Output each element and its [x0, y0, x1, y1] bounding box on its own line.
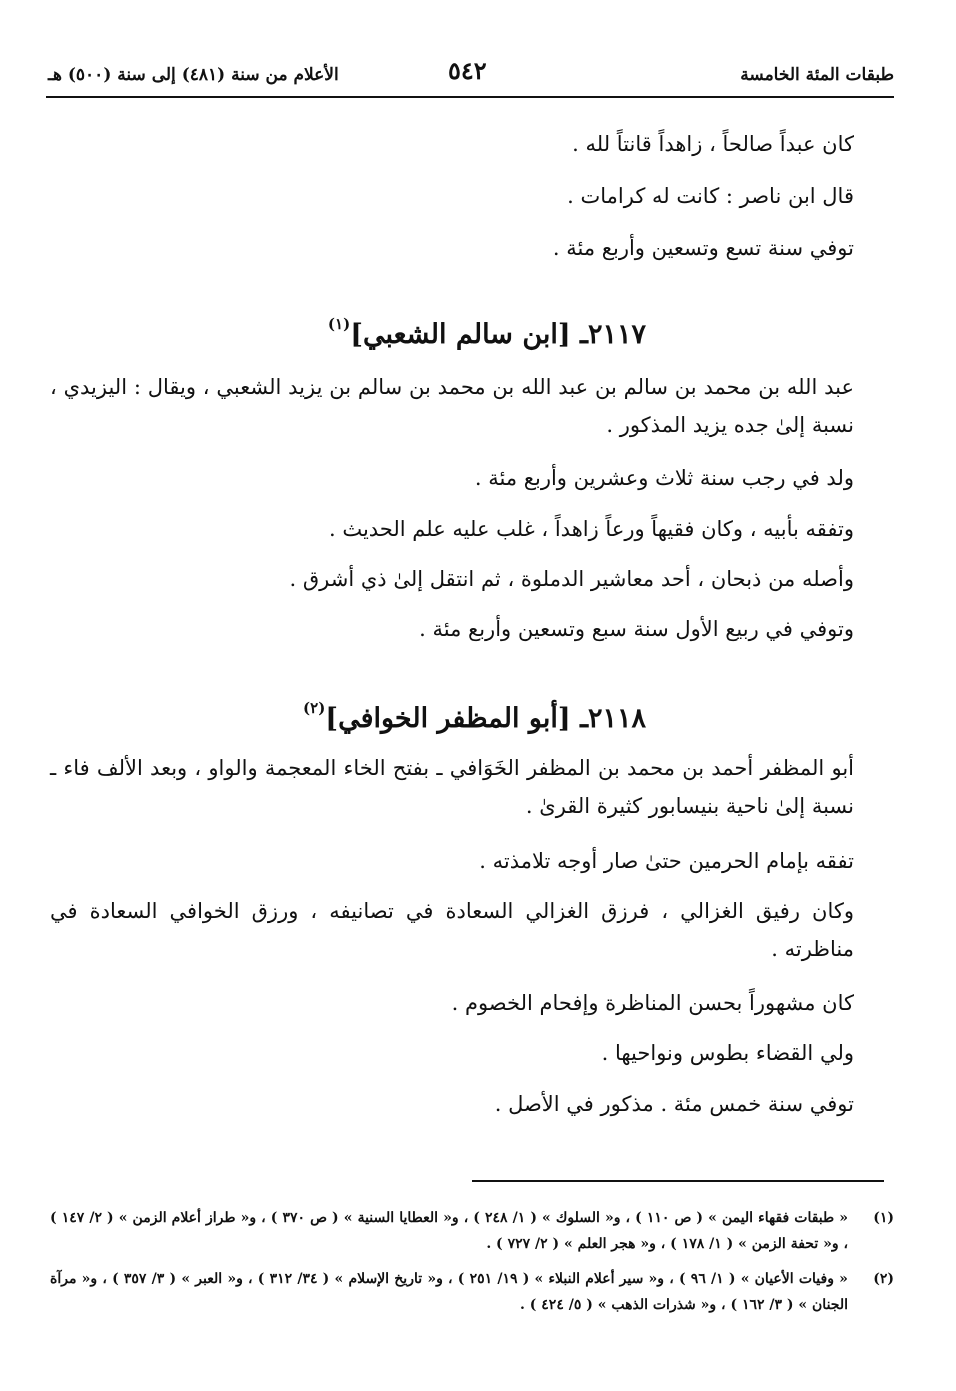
entry-line: ولد في رجب سنة ثلاث وعشرين وأربع مئة . [474, 466, 854, 490]
entry-line: وتفقه بأبيه ، وكان فقيهاً ورعاً زاهداً ، غلب عليه علم الحديث . [328, 517, 854, 541]
entry-line: ولي القضاء بطوس ونواحيها . [601, 1041, 854, 1065]
footnote-ref: (٢) [303, 699, 326, 717]
footnote [50, 1266, 894, 1318]
entry-heading [328, 310, 646, 353]
footnote-number: (١) [873, 1210, 894, 1226]
intro-line: توفي سنة تسع وتسعين وأربع مئة . [552, 236, 854, 260]
footnote-text: « وفيات الأعيان » ( ١/ ٩٦ ) ، و« سير أعلام النبلاء » ( ١٩/ ٢٥١ ) ، و« تاريخ الإسلام » ( ٣٤/ ٣١٢ ) ، و« العبر » ( ٣/ ٣٥٧ ) ، و« مرآة الجنان » ( ٣/ ١٦٢ ) ، و« شذرات الذهب » ( ٥/ ٤٢٤ ) . [50, 1271, 848, 1313]
entry-line: تفقه بإمام الحرمين حتىٰ صار أوجه تلامذته . [479, 849, 854, 873]
entry-heading-text: ٢١١٧ـ [ابن سالم الشعبي] [350, 319, 646, 350]
footnote-text: « طبقات فقهاء اليمن » ( ص ١١٠ ) ، و« السلوك » ( ١/ ٢٤٨ ) ، و« العطايا السنية » ( ص ٣٧٠ ) ، و« طراز أعلام الزمن » ( ٢/ ١٤٧ ) ، و« تحفة الزمن » ( ١/ ١٧٨ ) ، و« هجر العلم » ( ٢/ ٧٢٧ ) . [50, 1210, 848, 1252]
entry-paragraph: عبد الله بن محمد بن سالم بن عبد الله بن محمد بن سالم بن يزيد الشعبي ، ويقال : اليزيدي ، نسبة إلىٰ جده يزيد المذكور . [50, 375, 854, 437]
header-section-title: طبقات المئة الخامسة [740, 65, 894, 85]
entry-line: وتوفي في ربيع الأول سنة سبع وتسعين وأربع مئة . [419, 617, 854, 641]
footnote-ref: (١) [327, 315, 351, 333]
footnote-rule [472, 1180, 884, 1182]
intro-line: كان عبداً صالحاً ، زاهداً قانتاً لله . [572, 132, 854, 156]
footnote [50, 1205, 894, 1257]
header-rule [46, 96, 894, 98]
entry-line: وأصله من ذبحان ، أحد معاشير الدملوة ، ثم انتقل إلىٰ ذي أشرق . [289, 567, 854, 591]
footnote-number: (٢) [873, 1271, 894, 1287]
intro-line: قال ابن ناصر : كانت له كرامات . [567, 184, 854, 208]
entry-line: توفي سنة خمس مئة . مذكور في الأصل . [494, 1092, 854, 1116]
entry-heading-text: ٢١١٨ـ [أبو المظفر الخوافي] [325, 703, 646, 734]
page-number: ٥٤٢ [448, 56, 487, 85]
header-year-range: الأعلام من سنة (٤٨١) إلى سنة (٥٠٠) هـ [48, 65, 339, 85]
entry-paragraph: وكان رفيق الغزالي ، فرزق الغزالي السعادة في تصانيفه ، ورزق الخوافي السعادة في مناظرته . [50, 899, 854, 961]
entry-heading [303, 694, 646, 737]
entry-line: كان مشهوراً بحسن المناظرة وإفحام الخصوم . [451, 991, 854, 1015]
entry-paragraph: أبو المظفر أحمد بن محمد بن المظفر الخَوَافي ـ بفتح الخاء المعجمة والواو ، وبعد الألف فاء ـ نسبة إلىٰ ناحية بنيسابور كثيرة القرىٰ . [50, 756, 854, 818]
